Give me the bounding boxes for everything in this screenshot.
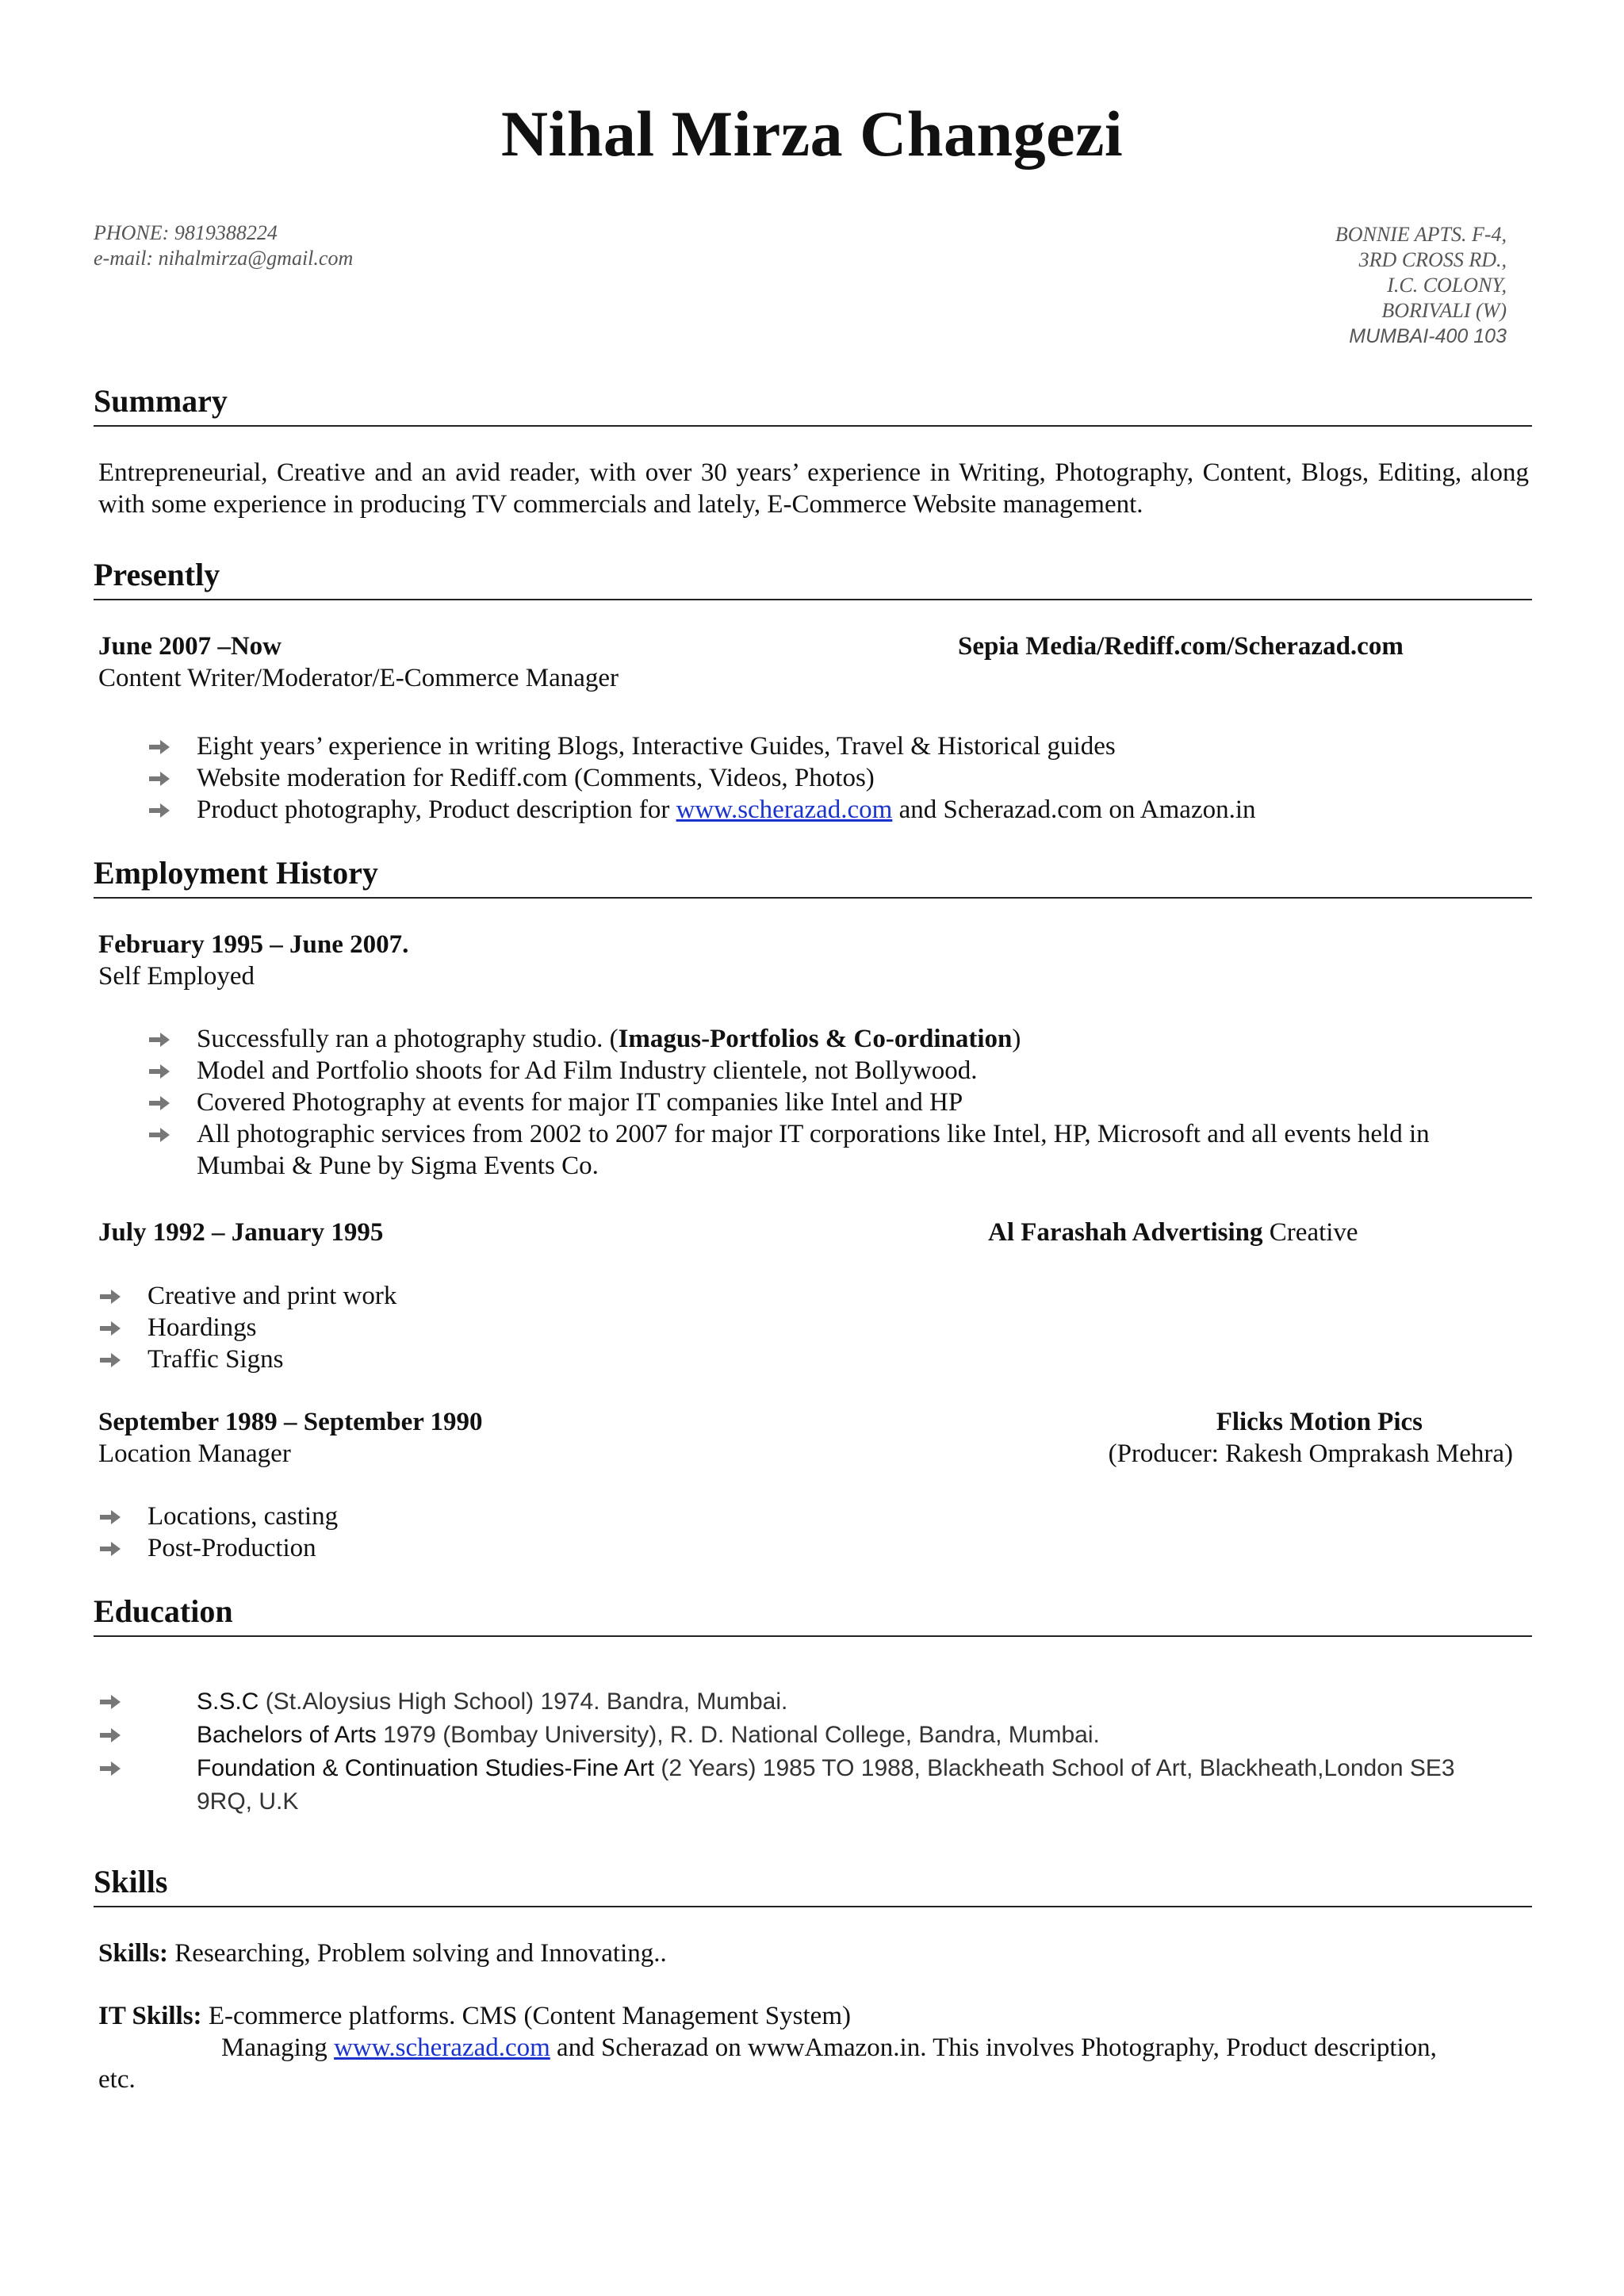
arrow-bullet-icon bbox=[100, 1508, 121, 1526]
arrow-bullet-icon bbox=[149, 770, 170, 788]
job-dates: February 1995 – June 2007. bbox=[98, 930, 409, 959]
arrow-bullet-icon bbox=[100, 1540, 121, 1558]
list-item: Successfully ran a photography studio. (Imagus-Portfolios & Co-ordination) bbox=[197, 1023, 1430, 1055]
arrow-bullet-icon bbox=[149, 1031, 170, 1048]
arrow-bullet-icon bbox=[149, 802, 170, 819]
job-company: Al Farashah Advertising Creative bbox=[988, 1218, 1358, 1247]
education-list bbox=[197, 1685, 1455, 1819]
etc-text: etc. bbox=[98, 2065, 136, 2094]
job1-bullets bbox=[197, 1023, 1430, 1182]
list-item: Model and Portfolio shoots for Ad Film Industry clientele, not Bollywood. bbox=[197, 1055, 1430, 1087]
job-dates: September 1989 – September 1990 bbox=[98, 1408, 483, 1436]
list-item: Traffic Signs bbox=[147, 1343, 396, 1375]
scherazad-link[interactable]: www.scherazad.com bbox=[334, 2033, 550, 2062]
managing-line: Managing www.scherazad.com and Scherazad on wwwAmazon.in. This involves Photography, Product description, bbox=[221, 2033, 1437, 2062]
education-item: S.S.C (St.Aloysius High School) 1974. Bandra, Mumbai. bbox=[197, 1685, 1455, 1719]
job-role: Self Employed bbox=[98, 962, 255, 991]
list-item: Covered Photography at events for major IT companies like Intel and HP bbox=[197, 1087, 1430, 1118]
arrow-bullet-icon bbox=[149, 1063, 170, 1080]
scherazad-link[interactable]: www.scherazad.com bbox=[676, 795, 893, 824]
section-heading-presently: Presently bbox=[94, 558, 1532, 600]
education-item-continuation: 9RQ, U.K bbox=[197, 1788, 299, 1815]
arrow-bullet-icon bbox=[100, 1351, 121, 1369]
address-line: 3RD CROSS RD., bbox=[1358, 248, 1507, 271]
job-producer: (Producer: Rakesh Omprakash Mehra) bbox=[1108, 1439, 1513, 1468]
arrow-bullet-icon bbox=[100, 1727, 121, 1744]
presently-bullets bbox=[197, 730, 1256, 826]
contact-left bbox=[94, 220, 353, 271]
job-role: Content Writer/Moderator/E-Commerce Manager bbox=[98, 664, 619, 692]
arrow-bullet-icon bbox=[100, 1288, 121, 1305]
job-dates: June 2007 –Now bbox=[98, 632, 282, 661]
list-item: Creative and print work bbox=[147, 1280, 396, 1312]
list-item: Product photography, Product description for www.scherazad.com and Scherazad.com on Amazon.in bbox=[197, 794, 1256, 826]
contact-address bbox=[1335, 222, 1507, 349]
skills-line: Skills: Researching, Problem solving and Innovating.. bbox=[98, 1939, 667, 1968]
arrow-bullet-icon bbox=[149, 1126, 170, 1144]
phone: PHONE: 9819388224 bbox=[94, 221, 278, 244]
address-pin: MUMBAI-400 103 bbox=[1349, 325, 1507, 347]
education-item: Foundation & Continuation Studies-Fine Art (2 Years) 1985 TO 1988, Blackheath School of Art, Blackheath,London SE3 bbox=[197, 1752, 1455, 1785]
education-item: Bachelors of Arts 1979 (Bombay University), R. D. National College, Bandra, Mumbai. bbox=[197, 1719, 1455, 1752]
section-heading-employment: Employment History bbox=[94, 856, 1532, 899]
address-line: BONNIE APTS. F-4, bbox=[1335, 223, 1507, 246]
list-item: Website moderation for Rediff.com (Comments, Videos, Photos) bbox=[197, 762, 1256, 794]
section-heading-education: Education bbox=[94, 1594, 1532, 1637]
list-item: Locations, casting bbox=[147, 1501, 338, 1532]
section-heading-skills: Skills bbox=[94, 1865, 1532, 1907]
resume-name: Nihal Mirza Changezi bbox=[500, 98, 1124, 170]
address-line: BORIVALI (W) bbox=[1381, 299, 1507, 322]
arrow-bullet-icon bbox=[100, 1760, 121, 1777]
summary-text: Entrepreneurial, Creative and an avid reader, with over 30 years’ experience in Writing, Photography, Content, Blogs, Editing, along with some experience in producing TV commercials and lately, E-Commerce Website management. bbox=[98, 458, 1529, 519]
section-heading-summary: Summary bbox=[94, 384, 1532, 427]
list-item-continuation: Mumbai & Pune by Sigma Events Co. bbox=[197, 1152, 599, 1180]
job-dates: July 1992 – January 1995 bbox=[98, 1218, 384, 1247]
list-item: Hoardings bbox=[147, 1312, 396, 1343]
job-company: Flicks Motion Pics bbox=[1216, 1408, 1423, 1436]
arrow-bullet-icon bbox=[100, 1320, 121, 1337]
job-role: Location Manager bbox=[98, 1439, 291, 1468]
address-line: I.C. COLONY, bbox=[1387, 274, 1507, 297]
it-skills-line: IT Skills: E-commerce platforms. CMS (Content Management System) bbox=[98, 2002, 851, 2030]
email: e-mail: nihalmirza@gmail.com bbox=[94, 247, 354, 270]
arrow-bullet-icon bbox=[149, 738, 170, 756]
list-item: Post-Production bbox=[147, 1532, 338, 1564]
job3-bullets bbox=[147, 1501, 338, 1564]
job-company: Sepia Media/Rediff.com/Scherazad.com bbox=[958, 632, 1404, 661]
job2-bullets bbox=[147, 1280, 396, 1375]
arrow-bullet-icon bbox=[149, 1094, 170, 1112]
list-item: All photographic services from 2002 to 2007 for major IT corporations like Intel, HP, Microsoft and all events held in bbox=[197, 1118, 1430, 1150]
list-item: Eight years’ experience in writing Blogs, Interactive Guides, Travel & Historical guides bbox=[197, 730, 1256, 762]
arrow-bullet-icon bbox=[100, 1693, 121, 1711]
